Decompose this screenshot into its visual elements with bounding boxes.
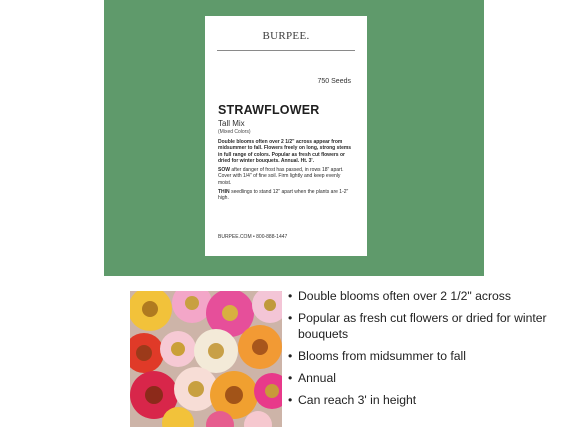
logo-divider: [217, 50, 355, 51]
variety-note: (Mixed Colors): [218, 129, 251, 135]
brand-logo: BURPEE.: [262, 30, 310, 42]
sow-instructions: [218, 167, 354, 186]
thin-label: THIN: [218, 189, 230, 196]
description-text: Double blooms often over 2 1/2" across appear from midsummer to fall. Flowers freely on long, strong stems in full range of colors. Popular as fresh cut flowers or dried for winter bouquets. Annual. Ht. 3'.: [218, 139, 352, 164]
feature-item: • Annual: [288, 370, 578, 386]
feature-item: • Can reach 3' in height: [288, 392, 578, 408]
seed-packet: [205, 16, 367, 256]
feature-item: • Double blooms often over 2 1/2" across: [288, 288, 578, 304]
packet-description: [218, 139, 354, 205]
website-phone: BURPEE.COM • 800-888-1447: [218, 234, 288, 240]
sow-label: SOW: [218, 167, 230, 174]
sow-text: after danger of frost has passed, in rows 18" apart. Cover with 1/4" of fine soil. Firm lightly and keep evenly moist.: [218, 167, 344, 186]
thin-text: seedlings to stand 12" apart when the plants are 1-2" high.: [218, 189, 349, 202]
seed-count: 750 Seeds: [317, 78, 351, 85]
feature-list: [288, 288, 578, 414]
thin-instructions: [218, 189, 354, 202]
variety-name: Tall Mix: [218, 119, 245, 128]
feature-item: • Popular as fresh cut flowers or dried for winter bouquets: [288, 310, 578, 342]
feature-item: • Blooms from midsummer to fall: [288, 348, 578, 364]
plant-name: STRAWFLOWER: [218, 103, 320, 117]
strawflower-photo: [130, 291, 282, 427]
